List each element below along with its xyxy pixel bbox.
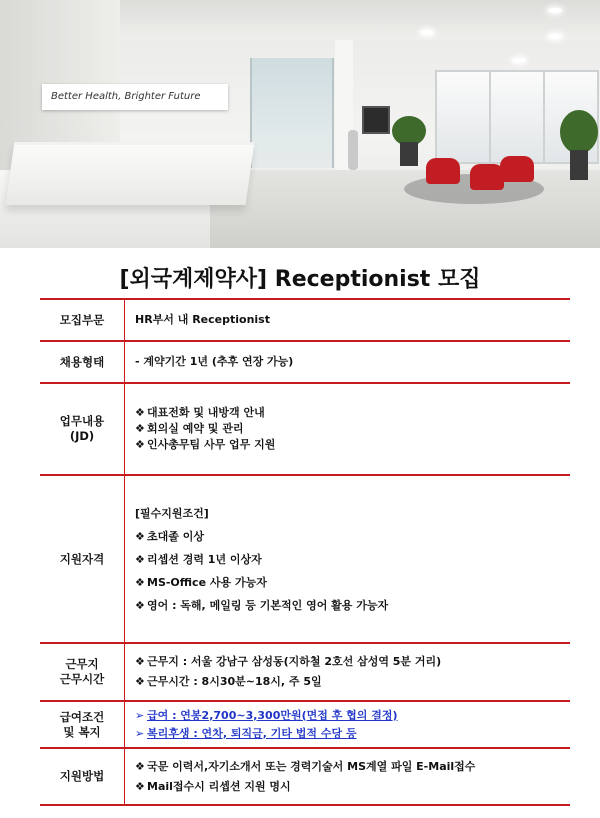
detail-line	[135, 757, 570, 777]
row-label-text: (JD)	[69, 429, 95, 443]
detail-text: 급여 : 연봉2,700~3,300만원(면접 후 협의 결정)	[147, 708, 398, 722]
detail-link-line[interactable]	[135, 725, 570, 743]
row-label-text: 지원방법	[59, 769, 105, 783]
detail-text: Mail접수시 리셉션 지원 명시	[147, 779, 291, 793]
diamond-bullet-icon: ❖	[135, 438, 145, 451]
row-employment-type	[40, 342, 570, 384]
detail-text: 초대졸 이상	[147, 529, 204, 543]
detail-text: 회의실 예약 및 관리	[147, 422, 244, 435]
detail-text: 리셉션 경력 1년 이상자	[147, 552, 262, 566]
detail-line	[135, 652, 570, 672]
row-job-description	[40, 384, 570, 476]
detail-text: 대표전화 및 내방객 안내	[147, 406, 265, 419]
detail-text: 인사총무팀 사무 업무 지원	[147, 438, 276, 451]
row-label-text: 급여조건	[59, 709, 105, 724]
row-label	[40, 342, 125, 382]
job-info-table	[40, 298, 570, 806]
diamond-bullet-icon: ❖	[135, 759, 145, 773]
page-title: [외국계제약사] Receptionist 모집	[119, 267, 481, 292]
row-salary-benefits	[40, 702, 570, 749]
row-label	[40, 702, 125, 747]
row-label	[40, 749, 125, 804]
row-content	[125, 300, 570, 340]
diamond-bullet-icon: ❖	[135, 422, 145, 435]
diamond-bullet-icon: ❖	[135, 575, 145, 589]
row-label-text: 및 복지	[63, 724, 101, 739]
diamond-bullet-icon: ❖	[135, 675, 145, 688]
detail-text: HR부서 내 Receptionist	[135, 313, 270, 326]
lobby-photo	[0, 0, 600, 248]
row-content	[125, 644, 570, 700]
diamond-bullet-icon: ❖	[135, 406, 145, 419]
slogan-banner: Better Health, Brighter Future	[42, 84, 228, 110]
detail-line	[135, 525, 570, 548]
row-label-text: 지원자격	[59, 551, 105, 566]
diamond-bullet-icon: ❖	[135, 779, 145, 793]
row-label-text: 모집부문	[59, 312, 105, 327]
detail-text: 근무시간 : 8시30분~18시, 주 5일	[147, 675, 322, 688]
row-content	[125, 476, 570, 642]
detail-text: - 계약기간 1년 (추후 연장 가능)	[135, 355, 294, 368]
arrow-bullet-icon: ➢	[135, 708, 145, 722]
diamond-bullet-icon: ❖	[135, 598, 145, 612]
diamond-bullet-icon: ❖	[135, 552, 145, 566]
row-content	[125, 702, 570, 747]
detail-line	[135, 405, 570, 421]
detail-line	[135, 502, 570, 525]
detail-line	[135, 571, 570, 594]
detail-line	[135, 437, 570, 453]
detail-text: MS-Office 사용 가능자	[147, 575, 267, 589]
detail-line	[135, 312, 570, 328]
row-label-text: 근무지	[65, 657, 99, 671]
detail-text: 영어 : 독해, 메일링 등 기본적인 영어 활용 가능자	[147, 598, 389, 612]
arrow-bullet-icon: ➢	[135, 726, 145, 740]
detail-text: 국문 이력서,자기소개서 또는 경력기술서 MS계열 파일 E-Mail접수	[147, 759, 476, 773]
detail-link-line[interactable]	[135, 707, 570, 725]
detail-text: 복리후생 : 연차, 퇴직금, 기타 법적 수당 등	[147, 726, 357, 740]
row-content	[125, 384, 570, 474]
row-label	[40, 644, 125, 700]
detail-line	[135, 594, 570, 617]
row-content	[125, 749, 570, 804]
detail-line	[135, 672, 570, 692]
detail-line	[135, 548, 570, 571]
diamond-bullet-icon: ❖	[135, 655, 145, 668]
detail-text: [필수지원조건]	[135, 506, 209, 520]
row-label	[40, 300, 125, 340]
row-label	[40, 476, 125, 642]
row-label-text: 업무내용	[59, 414, 105, 428]
detail-text: 근무지 : 서울 강남구 삼성동(지하철 2호선 삼성역 5분 거리)	[147, 655, 442, 668]
row-label-text: 근무시간	[59, 672, 105, 686]
row-label	[40, 384, 125, 474]
row-work-location	[40, 644, 570, 702]
detail-line	[135, 421, 570, 437]
row-recruit-dept	[40, 300, 570, 342]
row-content	[125, 342, 570, 382]
detail-line	[135, 354, 570, 370]
row-apply-method	[40, 749, 570, 806]
detail-line	[135, 777, 570, 797]
row-label-text: 채용형태	[59, 354, 105, 369]
row-qualifications	[40, 476, 570, 644]
diamond-bullet-icon: ❖	[135, 529, 145, 543]
